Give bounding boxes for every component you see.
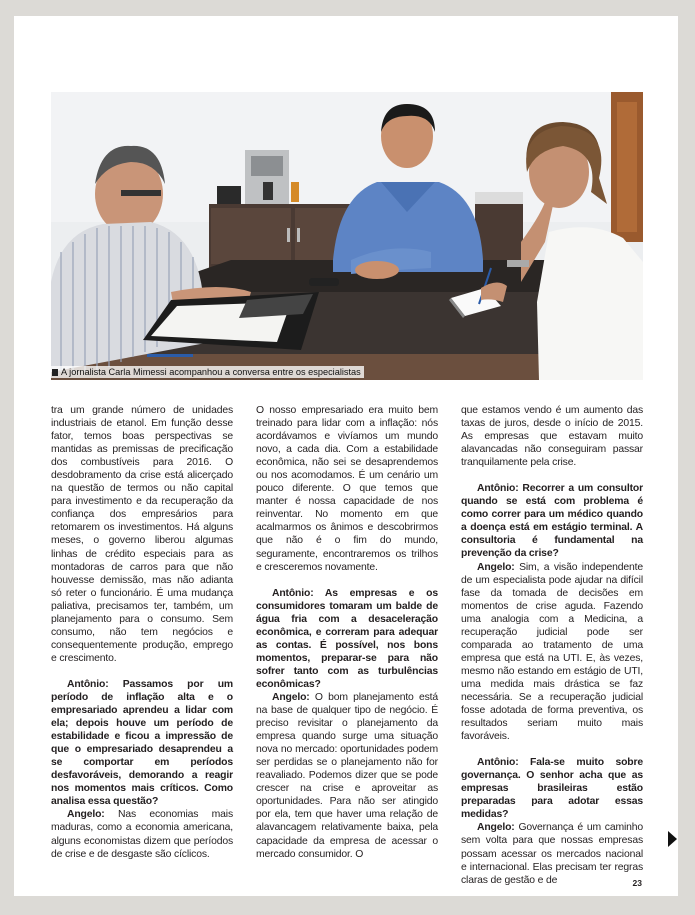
text-column-2 [256, 404, 438, 861]
speaker-name: Angelo: [477, 822, 515, 834]
triangle-right-icon[interactable] [668, 831, 677, 847]
interview-photo [51, 92, 643, 380]
answer-paragraph [461, 821, 643, 886]
question-paragraph: Antônio: Passamos por um período de inflação alta e o empresariado aprendeu a lidar com ela; depois houve um período de estabilidade e ficou a impressão de que o empresariado desaprendeu a se comportar em períodos desfavoráveis, demorando a reagir nos momentos mais críticos. Como analisa essa questão? [51, 678, 233, 808]
question-paragraph: Antônio: Recorrer a um consultor quando se está com problema é como correr para um médico quando a doença está em estágio terminal. A consultoria é fundamental na prevenção da crise? [461, 483, 643, 560]
caption-marker-icon [52, 369, 58, 376]
answer-text: Nas economias mais maduras, como a economia americana, alguns economistas dizem que períodos de crise e de desgaste são cíclicos. [51, 809, 233, 860]
photo-caption-text: A jornalista Carla Mimessi acompanhou a conversa entre os especialistas [61, 367, 361, 377]
body-paragraph: tra um grande número de unidades industriais de etanol. Em função desse fator, temos boas perspectivas se mantidas as premissas de precificação dos combustíveis para 2016. O desdobramento da crise está alicerçado na questão de termos ou não capital para investimento e da recuperação da confiança dos empresários para retomarem os investimentos. Há alguns meses, o governo liberou algumas linhas de crédito especiais para as montadoras de carros para que não houvesse demissão, mas não adianta só reter o funcionário. É uma mudança paliativa, precisamos ter, também, um planejamento para o consumo. Sem consumo, não tem negócios e consequentemente produção, emprego e crescimento. [51, 405, 233, 664]
speaker-name: Angelo: [67, 809, 105, 821]
answer-paragraph [461, 561, 643, 744]
body-paragraph: O nosso empresariado era muito bem treinado para lidar com a inflação: nós acordávamos e vivíamos um mundo novo, a cada dia. Com a estabilidade econômica, não sei se desaprendemos ou nos acomodamos. É um cenário um pouco diferente. O que temos que manter é nossa capacidade de nos reinventar. No momento em que acalmarmos os ânimos e descobrirmos que não é o fim do mundo, seguramente, encontraremos os trilhos e cresceremos novamente. [256, 405, 438, 573]
answer-text: O bom planejamento está na base de qualquer tipo de negócio. É preciso revisitar o planejamento da empresa quando surge uma situação nova no mercado: oportunidades podem ser perdidas se o planejamento não for reavaliado. Podemos dizer que se pode crescer na crise e aproveitar as oportunidades. Para não ser atingido por ela, tem que haver uma relação de alavancagem relativamente baixa, pela capacidade da empresa de acessar o mercado consumidor. O [256, 691, 438, 860]
page-number: 23 [632, 878, 642, 888]
answer-paragraph [51, 808, 233, 860]
speaker-name: Angelo: [477, 561, 515, 573]
photo-caption [51, 366, 364, 378]
body-paragraph: que estamos vendo é um aumento das taxas de juros, desde o início de 2015. As empresas que estavam muito alavancadas não conseguiram passar tranquilamente pela crise. [461, 405, 643, 469]
answer-text: Sim, a visão independente de um especialista pode ajudar na difícil fase da tomada de decisões em momentos de crise aguda. Fazendo uma analogia com a Medicina, a recuperação judicial pode ser comparada ao tratamento de uma empresa que está na UTI. E, às vezes, mesmo não estando em estágio de UTI, uma medida mais drástica se faz necessária. Se a recuperação judicial fosse adotada de forma preventiva, os resultados seriam muito mais favoráveis. [461, 561, 643, 743]
text-column-1 [51, 404, 233, 861]
magazine-page [14, 16, 678, 896]
answer-text: Governança é um caminho sem volta para que nossas empresas possam acessar os mercados nacional e internacional. Elas precisam ter regras claras de gestão e de [461, 822, 643, 886]
question-paragraph: Antônio: As empresas e os consumidores tomaram um balde de água fria com a desaceleração econômica, e correram para adequar as contas. É possível, nos bons momentos, preparar-se para não sofrer tanto com as turbulências econômicas? [256, 587, 438, 690]
text-column-3 [461, 404, 643, 887]
photo-illustration [51, 92, 643, 380]
speaker-name: Angelo: [272, 691, 310, 703]
question-paragraph: Antônio: Fala-se muito sobre governança. O senhor acha que as empresas brasileiras estão preparadas para adotar essas medidas? [461, 757, 643, 821]
answer-paragraph [256, 691, 438, 861]
